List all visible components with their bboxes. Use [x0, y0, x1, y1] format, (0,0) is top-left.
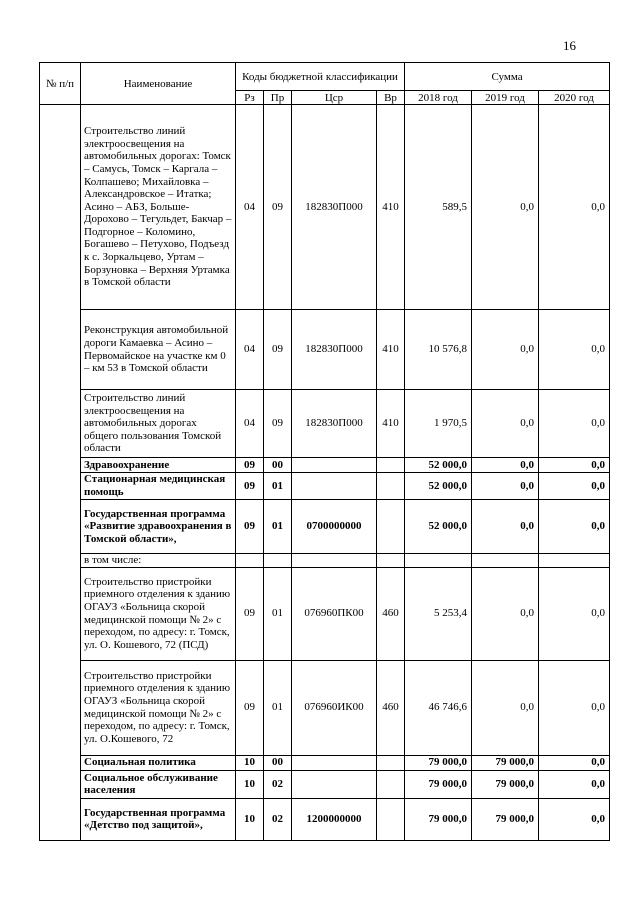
table-row [40, 755, 610, 770]
row-2020: 0,0 [539, 458, 610, 473]
row-name: Реконструкция автомобильной дороги Камаевка – Асино – Первомайское на участке км 0 – км 53 в Томской области [81, 310, 236, 390]
row-2018: 52 000,0 [405, 500, 472, 554]
row-rz: 04 [236, 105, 264, 310]
row-csr: 182830П000 [292, 310, 377, 390]
row-vr [377, 755, 405, 770]
row-2019: 79 000,0 [472, 770, 539, 798]
header-2020: 2020 год [539, 91, 610, 105]
row-2020: 0,0 [539, 660, 610, 755]
row-2018: 589,5 [405, 105, 472, 310]
row-name: Социальная политика [81, 755, 236, 770]
row-csr [292, 755, 377, 770]
row-num-cell [40, 554, 81, 568]
row-pr: 00 [264, 458, 292, 473]
row-2019: 0,0 [472, 473, 539, 500]
row-2018: 1 970,5 [405, 390, 472, 458]
row-csr [292, 770, 377, 798]
row-2020: 0,0 [539, 473, 610, 500]
row-2018: 79 000,0 [405, 798, 472, 840]
row-2019: 0,0 [472, 105, 539, 310]
row-csr: 1200000000 [292, 798, 377, 840]
row-2019: 0,0 [472, 458, 539, 473]
row-csr: 076960ИК00 [292, 660, 377, 755]
row-num-cell [40, 798, 81, 840]
row-2019: 0,0 [472, 390, 539, 458]
row-vr: 410 [377, 390, 405, 458]
header-name: Наименование [81, 63, 236, 105]
row-num-cell [40, 473, 81, 500]
row-pr: 09 [264, 310, 292, 390]
row-num-cell [40, 310, 81, 390]
row-rz: 04 [236, 390, 264, 458]
row-rz: 09 [236, 458, 264, 473]
row-pr: 09 [264, 105, 292, 310]
row-vr: 410 [377, 105, 405, 310]
row-num-cell [40, 500, 81, 554]
row-csr: 182830П000 [292, 105, 377, 310]
header-csr: Цср [292, 91, 377, 105]
row-name: Государственная программа «Детство под защитой», [81, 798, 236, 840]
row-2019: 79 000,0 [472, 755, 539, 770]
header-sum: Сумма [405, 63, 610, 91]
row-2020: 0,0 [539, 500, 610, 554]
row-num-cell [40, 458, 81, 473]
table-row [40, 660, 610, 755]
table-row [40, 567, 610, 660]
row-pr: 01 [264, 660, 292, 755]
row-vr [377, 798, 405, 840]
header-2019: 2019 год [472, 91, 539, 105]
row-vr: 460 [377, 660, 405, 755]
row-rz: 10 [236, 798, 264, 840]
row-2019: 79 000,0 [472, 798, 539, 840]
row-rz: 09 [236, 660, 264, 755]
table-row [40, 473, 610, 500]
row-pr: 02 [264, 770, 292, 798]
row-2019: 0,0 [472, 660, 539, 755]
table-row [40, 310, 610, 390]
row-csr [292, 473, 377, 500]
row-2020: 0,0 [539, 567, 610, 660]
table-row [40, 798, 610, 840]
header-num: № п/п [40, 63, 81, 105]
row-2018: 79 000,0 [405, 755, 472, 770]
row-2020: 0,0 [539, 798, 610, 840]
row-name: Строительство линий электроосвещения на автомобильных дорогах общего пользования Томской области [81, 390, 236, 458]
table-row [40, 554, 610, 568]
row-name: Государственная программа «Развитие здравоохранения в Томской области», [81, 500, 236, 554]
header-rz: Рз [236, 91, 264, 105]
row-rz: 09 [236, 473, 264, 500]
row-name: Стационарная медицинская помощь [81, 473, 236, 500]
row-2018: 46 746,6 [405, 660, 472, 755]
row-pr: 00 [264, 755, 292, 770]
table-row [40, 500, 610, 554]
row-num-cell [40, 660, 81, 755]
row-csr: 182830П000 [292, 390, 377, 458]
header-codes: Коды бюджетной классификации [236, 63, 405, 91]
row-num-cell [40, 567, 81, 660]
row-2020: 0,0 [539, 105, 610, 310]
row-num-cell [40, 390, 81, 458]
row-2019: 0,0 [472, 500, 539, 554]
row-num-cell [40, 755, 81, 770]
row-vr: 410 [377, 310, 405, 390]
row-name: Строительство пристройки приемного отделения к зданию ОГАУЗ «Больница скорой медицинской помощи № 2» с переходом, по адресу: г. Томск, ул. О. Кошевого, 72 (ПСД) [81, 567, 236, 660]
row-pr: 02 [264, 798, 292, 840]
page-number: 16 [563, 38, 576, 53]
row-2018: 79 000,0 [405, 770, 472, 798]
row-pr: 01 [264, 567, 292, 660]
row-vr: 460 [377, 567, 405, 660]
table-row [40, 390, 610, 458]
row-rz: 04 [236, 310, 264, 390]
row-2020: 0,0 [539, 770, 610, 798]
row-vr [377, 500, 405, 554]
row-2018: 52 000,0 [405, 473, 472, 500]
row-name: Строительство линий электроосвещения на автомобильных дорогах: Томск – Самусь, Томск – Каргала – Колпашево; Михайловка – Александровское – Итатка; Асино – АБЗ, Больше-Дорохово – Тегульдет, Бакчар – Подгорное – Коломино, Богашево – Петухово, Подъезд к с. Зоркальцево, Уртам – Борзуновка – Верхняя Уртамка в Томской области [81, 105, 236, 310]
row-2019: 0,0 [472, 310, 539, 390]
row-csr: 076960ПК00 [292, 567, 377, 660]
row-rz: 10 [236, 770, 264, 798]
header-2018: 2018 год [405, 91, 472, 105]
row-2020: 0,0 [539, 310, 610, 390]
header-vr: Вр [377, 91, 405, 105]
row-vr [377, 458, 405, 473]
row-vr [377, 473, 405, 500]
row-csr: 0700000000 [292, 500, 377, 554]
header-pr: Пр [264, 91, 292, 105]
row-name: Строительство пристройки приемного отделения к зданию ОГАУЗ «Больница скорой медицинской помощи № 2» с переходом, по адресу: г. Томск, ул. О.Кошевого, 72 [81, 660, 236, 755]
row-pr: 01 [264, 500, 292, 554]
budget-table [39, 62, 610, 841]
row-num-cell [40, 770, 81, 798]
row-name: в том числе: [81, 554, 236, 568]
row-2019: 0,0 [472, 567, 539, 660]
row-2018: 10 576,8 [405, 310, 472, 390]
row-2020: 0,0 [539, 755, 610, 770]
row-vr [377, 770, 405, 798]
table-row [40, 458, 610, 473]
row-rz: 09 [236, 567, 264, 660]
row-rz: 10 [236, 755, 264, 770]
row-2018: 52 000,0 [405, 458, 472, 473]
row-2018: 5 253,4 [405, 567, 472, 660]
row-pr: 09 [264, 390, 292, 458]
table-row [40, 770, 610, 798]
row-num-cell [40, 105, 81, 310]
row-csr [292, 458, 377, 473]
table-row [40, 105, 610, 310]
row-pr: 01 [264, 473, 292, 500]
row-rz: 09 [236, 500, 264, 554]
row-name: Социальное обслуживание населения [81, 770, 236, 798]
row-name: Здравоохранение [81, 458, 236, 473]
row-2020: 0,0 [539, 390, 610, 458]
